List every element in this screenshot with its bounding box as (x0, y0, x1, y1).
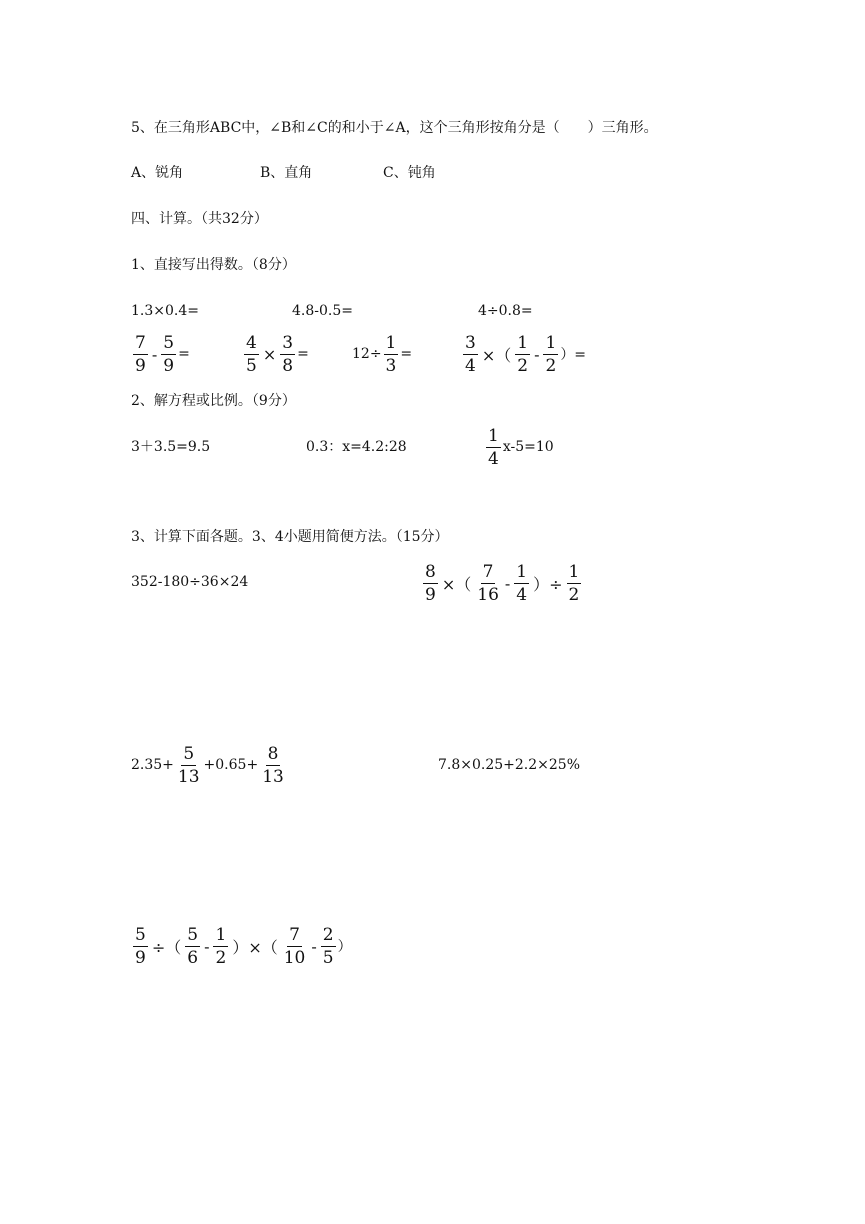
fraction: $\frac{3}{8}$ (282, 332, 294, 376)
equation-3: $\frac{1}{4}$ x-5=10 (488, 425, 554, 469)
part-3-title: 3、计算下面各题。3、4小题用简便方法。（15分） (131, 529, 449, 545)
fraction: $\frac{2}{5}$ (322, 924, 334, 968)
fraction: $\frac{5}{13}$ (177, 743, 200, 787)
equation-2: 0.3：x=4.2:28 (306, 439, 407, 455)
fraction: $\frac{8}{13}$ (262, 743, 284, 787)
calc-2-3: 12÷ $\frac{1}{3}$ = (352, 332, 413, 376)
fraction: $\frac{5}{9}$ (135, 924, 146, 968)
problem-5: $\frac{5}{9}$ ÷（ $\frac{5}{6}$ - $\frac{1}{2}$ ）×（ $\frac{7}{10}$ - $\frac{2}{5}$ ） (135, 924, 352, 968)
problem-2: $\frac{8}{9}$ ×（ $\frac{7}{16}$ - $\frac{1}{4}$ ）÷ $\frac{1}{2}$ (425, 561, 580, 605)
calc-2-1: $\frac{7}{9}$ - $\frac{5}{9}$ = (135, 332, 190, 376)
fraction: $\frac{7}{16}$ (477, 561, 499, 605)
section-title: 四、计算。（共32分） (131, 211, 268, 227)
calc-2-2: $\frac{4}{5}$ × $\frac{3}{8}$ = (246, 332, 309, 376)
fraction: $\frac{4}{5}$ (246, 332, 257, 376)
fraction: $\frac{5}{6}$ (187, 924, 199, 968)
calc-1-1: 1.3×0.4= (131, 303, 199, 319)
calc-1-2: 4.8-0.5= (292, 303, 353, 319)
option-b: B、直角 (260, 165, 313, 181)
calc-1-3: 4÷0.8= (478, 303, 533, 319)
problem-1: 352-180÷36×24 (131, 574, 249, 590)
equation-1: 3＋3.5=9.5 (131, 439, 211, 455)
fraction: $\frac{7}{10}$ (283, 924, 306, 968)
option-a: A、锐角 (131, 165, 184, 181)
fraction: $\frac{1}{4}$ (516, 561, 528, 605)
part-2-title: 2、解方程或比例。（9分） (131, 393, 296, 409)
question-5-stem: 5、在三角形ABC中，∠B和∠C的和小于∠A，这个三角形按角分是（ ）三角形。 (131, 120, 658, 136)
problem-3: 2.35+ $\frac{5}{13}$ +0.65+ $\frac{8}{13}$ (131, 743, 284, 787)
fraction: $\frac{1}{2}$ (215, 924, 227, 968)
part-1-title: 1、直接写出得数。（8分） (131, 257, 296, 273)
fraction: $\frac{1}{4}$ (488, 425, 499, 469)
fraction: $\frac{7}{9}$ (135, 332, 146, 376)
fraction: $\frac{8}{9}$ (425, 561, 436, 605)
option-c: C、钝角 (383, 165, 436, 181)
fraction: $\frac{5}{9}$ (163, 332, 175, 376)
fraction: $\frac{3}{4}$ (465, 332, 476, 376)
fraction: $\frac{1}{2}$ (568, 561, 580, 605)
fraction: $\frac{1}{2}$ (545, 332, 557, 376)
calc-2-4: $\frac{3}{4}$ ×（ $\frac{1}{2}$ - $\frac{1}{2}$ ）= (465, 332, 587, 376)
fraction: $\frac{1}{3}$ (385, 332, 397, 376)
problem-4: 7.8×0.25+2.2×25% (438, 757, 581, 773)
fraction: $\frac{1}{2}$ (517, 332, 529, 376)
